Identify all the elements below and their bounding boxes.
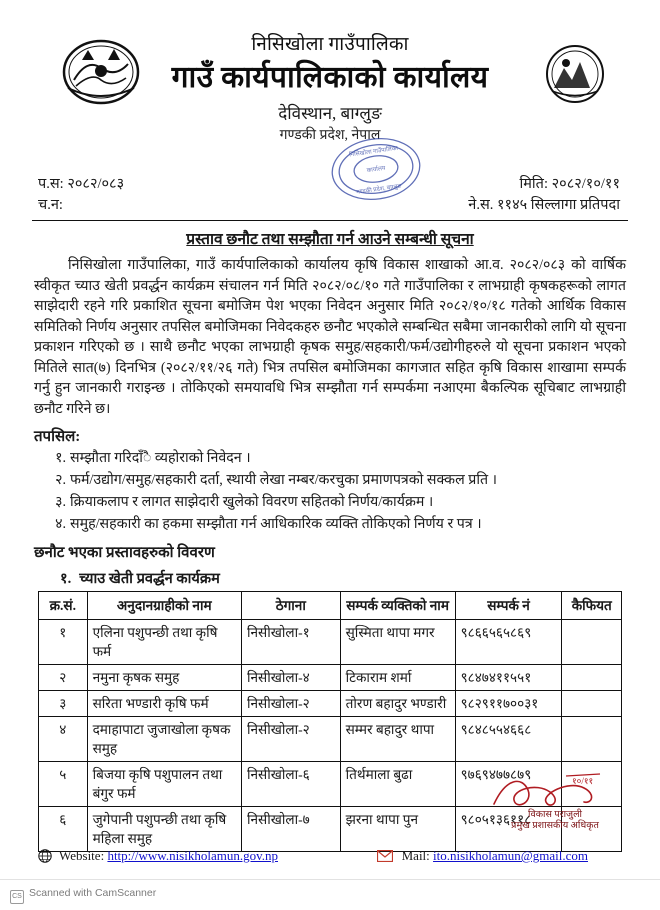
chalani-label: च.न:	[38, 197, 63, 213]
letter-date	[468, 174, 620, 195]
list-item	[55, 514, 630, 535]
table-row	[39, 691, 622, 717]
footer-mail	[377, 848, 588, 866]
website-label: Website:	[59, 848, 105, 863]
cell-remarks	[562, 665, 622, 691]
col-header-contact-person: सम्पर्क व्यक्तिको नाम	[340, 592, 455, 620]
cell-address: निसीखोला-७	[241, 807, 340, 852]
list-item	[55, 448, 630, 469]
patra-sankhya-label: प.स:	[38, 176, 64, 192]
mail-label: Mail:	[401, 848, 430, 863]
mail-link[interactable]: ito.nisikholamun@gmail.com	[433, 848, 588, 863]
cell-remarks	[562, 620, 622, 665]
program-number: १.	[60, 571, 72, 587]
list-item-text: सम्झौता गरिदाँै व्यहोराको निवेदन ।	[70, 450, 251, 466]
list-item-text: फर्म/उद्योग/समुह/सहकारी दर्ता, स्थायी लेखा नम्बर/करचुका प्रमाणपत्रको सक्कल प्रति ।	[70, 472, 498, 488]
cell-contact-number: ९७६९४७७८७९	[455, 762, 562, 807]
table-row	[39, 620, 622, 665]
cell-sn: ३	[39, 691, 88, 717]
program-name: च्याउ खेती प्रवर्द्धन कार्यक्रम	[79, 571, 220, 587]
body-paragraph: निसिखोला गाउँपालिका, गाउँ कार्यपालिकाको कार्यालय कृषि विकास शाखाको आ.व. २०८२/०८३ को वार्षिक स्वीकृत च्याउ खेती प्रवर्द्धन कार्यक्रम संचालन गर्न मिति २०८२/०८/१० गते गाउँपालिका र लाभग्राही कृषकहरूको लागत साझेदारी रहने गरि प्रकाशित सूचना बमोजिम पेश भएका निवेदन अनुसार मिति २०८२/१०/१८ गतेको आर्थिक विकास समितिको निर्णय अनुसार तपसिल बमोजिमका निवेदकहरु छनौट भएकोले सम्बन्धित सबैमा जानकारीको लागि यो सूचना प्रकाशन गरिएको छ । साथै छनौट भएका लाभग्राही कृषक समुह/सहकारी/फर्म/उद्योगीहरुले यो सूचना प्रकाशन भएको मितिले सात(७) दिनभित्र (२०८२/११/२६ गते) भित्र तपसिल बमोजिमका कागजात सहित कृषि विकास शाखामा सम्पर्क गर्नु हुन जानकारी गराइन्छ । तोकिएको समयावधि भित्र सम्झौता गर्न सम्पर्कमा नआएमा बैकल्पिक सूचिबाट लाभग्राही छनौट गरिने छ।	[34, 257, 626, 417]
signature-date: १०/११	[572, 776, 594, 786]
date-label: मिति:	[519, 176, 548, 192]
col-header-contact-number: सम्पर्क नं	[455, 592, 562, 620]
cell-address: निसीखोला-२	[241, 691, 340, 717]
list-item-text: क्रियाकलाप र लागत साझेदारी खुलेको विवरण सहितको निर्णय/कार्यक्रम ।	[70, 494, 434, 510]
list-item	[55, 492, 630, 513]
table-row	[39, 717, 622, 762]
nepal-emblem-icon	[62, 38, 140, 106]
cell-contact-number: ९८४७४११५५१	[455, 665, 562, 691]
list-item	[55, 470, 630, 491]
list-item-number: ३.	[55, 494, 66, 510]
cell-sn: १	[39, 620, 88, 665]
cell-name: नमुना कृषक समुह	[87, 665, 241, 691]
meta-right	[468, 174, 620, 216]
scanner-bar	[0, 879, 660, 910]
document-footer	[0, 848, 660, 874]
footer-website	[38, 848, 278, 867]
cell-contact-person: झरना थापा पुन	[340, 807, 455, 852]
list-item-number: ४.	[55, 516, 66, 532]
cell-contact-person: तिर्थमाला बुढा	[340, 762, 455, 807]
table-header-row	[39, 592, 622, 620]
tapasil-heading: तपसिल:	[34, 429, 81, 445]
cell-address: निसीखोला-६	[241, 762, 340, 807]
cell-contact-person: टिकाराम शर्मा	[340, 665, 455, 691]
signature-caption	[500, 810, 610, 832]
svg-text:गण्डकी प्रदेश, बाग्लुङ: गण्डकी प्रदेश, बाग्लुङ	[356, 183, 402, 196]
cell-sn: २	[39, 665, 88, 691]
patra-sankhya-value: २०८२/०८३	[67, 176, 125, 192]
nepal-sambat-label: ने.स.	[468, 197, 494, 213]
list-item-number: २.	[55, 472, 66, 488]
cell-name: जुगेपानी पशुपन्छी तथा कृषि महिला समुह	[87, 807, 241, 852]
svg-text:कार्यालय: कार्यालय	[366, 165, 386, 175]
cell-contact-person: तोरण बहादुर भण्डारी	[340, 691, 455, 717]
nepal-sambat-value: ११४५ सिल्लागा प्रतिपदा	[497, 197, 620, 213]
cell-address: निसीखोला-४	[241, 665, 340, 691]
cell-sn: ६	[39, 807, 88, 852]
cell-name: बिजया कृषि पशुपालन तथा बंगुर फर्म	[87, 762, 241, 807]
meta-left	[38, 174, 124, 216]
cell-contact-number: ९८४८५५४६६८	[455, 717, 562, 762]
letter-meta	[30, 174, 630, 220]
cell-address: निसीखोला-२	[241, 717, 340, 762]
camscanner-badge	[10, 887, 156, 904]
cell-contact-number: ९८०५१३६११८	[455, 807, 562, 852]
chalani-number	[38, 195, 124, 216]
col-header-name: अनुदानग्राहीको नाम	[87, 592, 241, 620]
cell-sn: ५	[39, 762, 88, 807]
globe-icon	[38, 849, 52, 867]
cell-name: दमाहापाटा जुजाखोला कृषक समुह	[87, 717, 241, 762]
list-item-text: समुह/सहकारी का हकमा सम्झौता गर्न आधिकारिक व्यक्ति तोकिएको निर्णय र पत्र ।	[70, 516, 482, 532]
table-row	[39, 665, 622, 691]
office-name: गाउँ कार्यपालिकाको कार्यालय	[171, 61, 489, 94]
signer-designation: प्रमुख प्रशासकीय अधिकृत	[511, 821, 599, 831]
list-item-number: १.	[55, 450, 66, 466]
program-heading	[60, 568, 630, 588]
cell-name: सरिता भण्डारी कृषि फर्म	[87, 691, 241, 717]
col-header-address: ठेगाना	[241, 592, 340, 620]
cell-name: एलिना पशुपन्छी तथा कृषि फर्म	[87, 620, 241, 665]
patra-sankhya	[38, 174, 124, 195]
cell-sn: ४	[39, 717, 88, 762]
camscanner-text: Scanned with CamScanner	[29, 887, 157, 899]
cell-contact-person: सम्मर बहादुर थापा	[340, 717, 455, 762]
tapasil-list	[55, 448, 630, 535]
website-link[interactable]: http://www.nisikholamun.gov.np	[107, 848, 278, 863]
date-value: २०८२/१०/११	[551, 176, 620, 192]
notice-body	[30, 255, 630, 419]
header-divider	[32, 220, 628, 221]
office-place: देविस्थान, बाग्लुङ	[278, 104, 382, 123]
cell-remarks	[562, 717, 622, 762]
signature-block	[492, 774, 612, 838]
municipality-name: निसिखोला गाउँपालिका	[251, 34, 409, 55]
page-title: प्रस्ताव छनौट तथा सम्झौता गर्न आउने सम्बन्धी सूचना	[186, 231, 474, 248]
signer-name: विकास पराजुली	[528, 810, 582, 820]
selected-proposals-heading: छनौट भएका प्रस्तावहरुको विवरण	[34, 545, 215, 561]
cell-contact-number: ९८२९११७००३१	[455, 691, 562, 717]
cell-remarks	[562, 691, 622, 717]
nepal-sambat	[468, 195, 620, 216]
svg-text:निसिखोला गाउँपालिका: निसिखोला गाउँपालिका	[348, 145, 399, 159]
cell-contact-number: ९८६६५६५८६९	[455, 620, 562, 665]
col-header-remarks: कैफियत	[562, 592, 622, 620]
cell-address: निसीखोला-१	[241, 620, 340, 665]
gmail-icon	[377, 850, 393, 866]
col-header-sn: क्र.सं.	[39, 592, 88, 620]
camscanner-icon: CS	[10, 890, 24, 904]
cell-contact-person: सुस्मिता थापा मगर	[340, 620, 455, 665]
municipality-logo-icon	[542, 44, 608, 104]
office-province: गण्डकी प्रदेश, नेपाल	[279, 128, 381, 143]
